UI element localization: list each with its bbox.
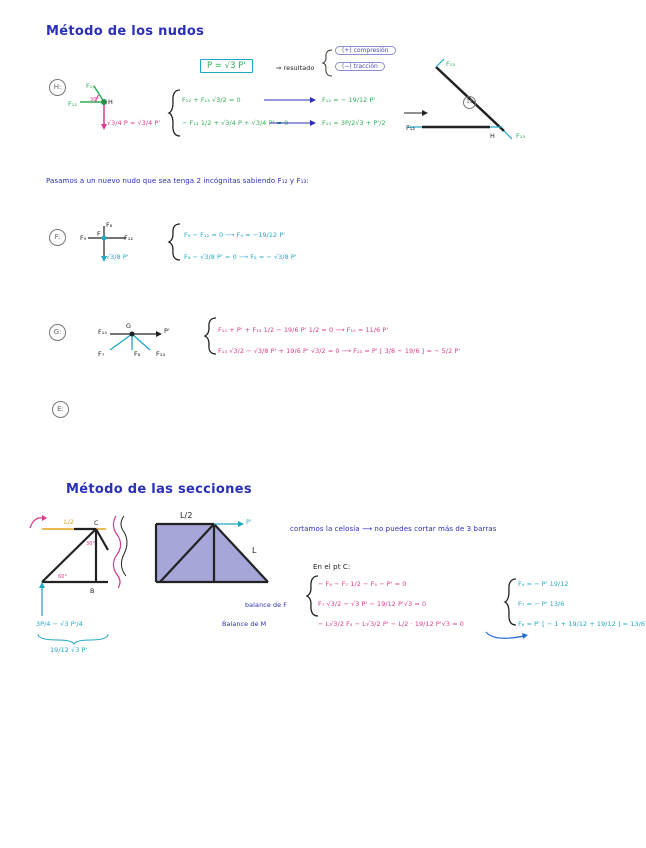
balance-m-label: Balance de M bbox=[222, 620, 267, 628]
node-f-eq2: F₈ − √3/8 P' = 0 ⟶ F₈ = − √3/8 P' bbox=[184, 253, 297, 261]
result-f7: F₇ = − P' 13/6 bbox=[518, 600, 565, 608]
node-h-name: H bbox=[108, 98, 113, 106]
member-f12: F₁₂ bbox=[406, 124, 416, 132]
node-g-f10: F₁₀ bbox=[98, 328, 108, 336]
member-13-circle: 13 bbox=[463, 96, 476, 109]
node-h-res2: F₁₃ = 3P/2√3 + P'/2 bbox=[322, 119, 386, 127]
dim-l: L bbox=[252, 546, 257, 555]
node-h-eq2: − F₁₃ 1/2 + √3/4 P + √3/4 P' = 0 bbox=[182, 119, 289, 127]
node-g-eq1: F₁₀ + P' + F₁₃ 1/2 − 19/6 P' 1/2 = 0 ⟶ F₁₀ = 11/6 P' bbox=[218, 326, 389, 334]
note-nuevo-nudo: Pasamos a un nuevo nudo que sea tenga 2 incógnitas sabiendo F₁₂ y F₁₃: bbox=[46, 177, 309, 185]
section1-title: Método de los nudos bbox=[46, 24, 205, 39]
compresion-label: (+) compresión bbox=[335, 46, 396, 55]
brace-small bbox=[322, 48, 334, 78]
support-top: 3P/4 − √3 P'/4 bbox=[36, 620, 83, 628]
en-pt-c: En el pt C: bbox=[313, 563, 351, 571]
node-h-f12: F₁₂ bbox=[68, 100, 78, 108]
node-g-f7: F₇ bbox=[98, 350, 105, 358]
section2-eqA: − F₆ − F₇ 1/2 − F₄ − P' = 0 bbox=[318, 580, 407, 588]
traccion-label: (−) tracción bbox=[335, 62, 385, 71]
node-g-label: G: bbox=[49, 324, 66, 341]
node-h-eq1: F₁₂ + F₁₃ √3/2 = 0 bbox=[182, 96, 241, 104]
dim-l2-left: L/2 bbox=[64, 518, 75, 526]
node-h-load: √3/4 P = √3/4 P' bbox=[107, 119, 161, 127]
resultado-label: ⇒ resultado bbox=[276, 64, 315, 72]
node-g-pprime: P' bbox=[164, 327, 170, 335]
result-curve-arrow bbox=[484, 628, 534, 648]
node-g-name: G bbox=[126, 322, 132, 330]
node-f-brace bbox=[168, 222, 182, 262]
section2-eqC: − L√3/2 F₄ − L√3/2 P' − L/2 · 19/12 P'√3 = 0 bbox=[318, 620, 464, 628]
member-f13-top: F₁₃ bbox=[446, 60, 456, 68]
node-f-f9: F₉ bbox=[80, 234, 87, 242]
angle-30: 30° bbox=[86, 541, 96, 547]
load-pprime: P' bbox=[246, 518, 252, 526]
node-h-res1: F₁₂ = − 19/12 P' bbox=[322, 96, 376, 104]
node-h-f13: F₁₃ bbox=[86, 82, 96, 90]
node-f-eq1: F₉ − F₁₂ = 0 ⟶ F₉ = −19/12 P' bbox=[184, 231, 286, 239]
node-e-label: E: bbox=[52, 401, 69, 418]
node-g-brace bbox=[204, 316, 218, 356]
node-g-f8: F₈ bbox=[134, 350, 141, 358]
member-h: H bbox=[490, 132, 495, 140]
cut-note: cortamos la celosía ⟶ no puedes cortar más de 3 barras bbox=[290, 525, 497, 533]
node-b: B bbox=[90, 587, 95, 595]
balance-f-label: balance de F bbox=[245, 601, 288, 609]
node-f-f12: F₁₂ bbox=[124, 234, 134, 242]
result-f4: F₄ = − P' 19/12 bbox=[518, 580, 569, 588]
node-g-f13: F₁₃ bbox=[156, 350, 166, 358]
result-brace bbox=[504, 577, 518, 627]
angle-60: 60° bbox=[58, 574, 68, 580]
node-f-label: F: bbox=[49, 229, 66, 246]
support-bot: 19/12 √3 P' bbox=[50, 646, 88, 654]
node-c: C bbox=[94, 519, 99, 527]
node-f-f8: F₈ bbox=[106, 221, 113, 229]
node-f-load: √3/8 P' bbox=[106, 253, 129, 261]
node-h-label: H: bbox=[49, 79, 66, 96]
member-f13-bot: F₁₃ bbox=[516, 132, 526, 140]
node-f-name: F bbox=[97, 230, 101, 238]
node-h-brace bbox=[168, 88, 182, 138]
dim-l2-right: L/2 bbox=[180, 511, 193, 520]
section2-title: Método de las secciones bbox=[66, 482, 252, 497]
p-box: P = √3 P' bbox=[200, 59, 253, 73]
node-g-eq2: F₁₃ √3/2 − √3/8 P' + 19/6 P' √3/2 = 0 ⟶ F₁₃ = P' [ 3/8 − 19/6 ] = − 5/2 P' bbox=[218, 347, 461, 355]
node-g-diagram bbox=[96, 318, 186, 358]
section2-eqB: F₇ √3/2 − √3 P' − 19/12 P'√3 = 0 bbox=[318, 600, 427, 608]
node-h-diagram bbox=[66, 80, 176, 140]
result-f6: F₆ = P' [ − 1 + 19/12 + 19/12 ] = 13/6 bbox=[518, 620, 646, 628]
node-h-angle: 30° bbox=[90, 97, 100, 103]
arrows-h bbox=[264, 96, 324, 126]
